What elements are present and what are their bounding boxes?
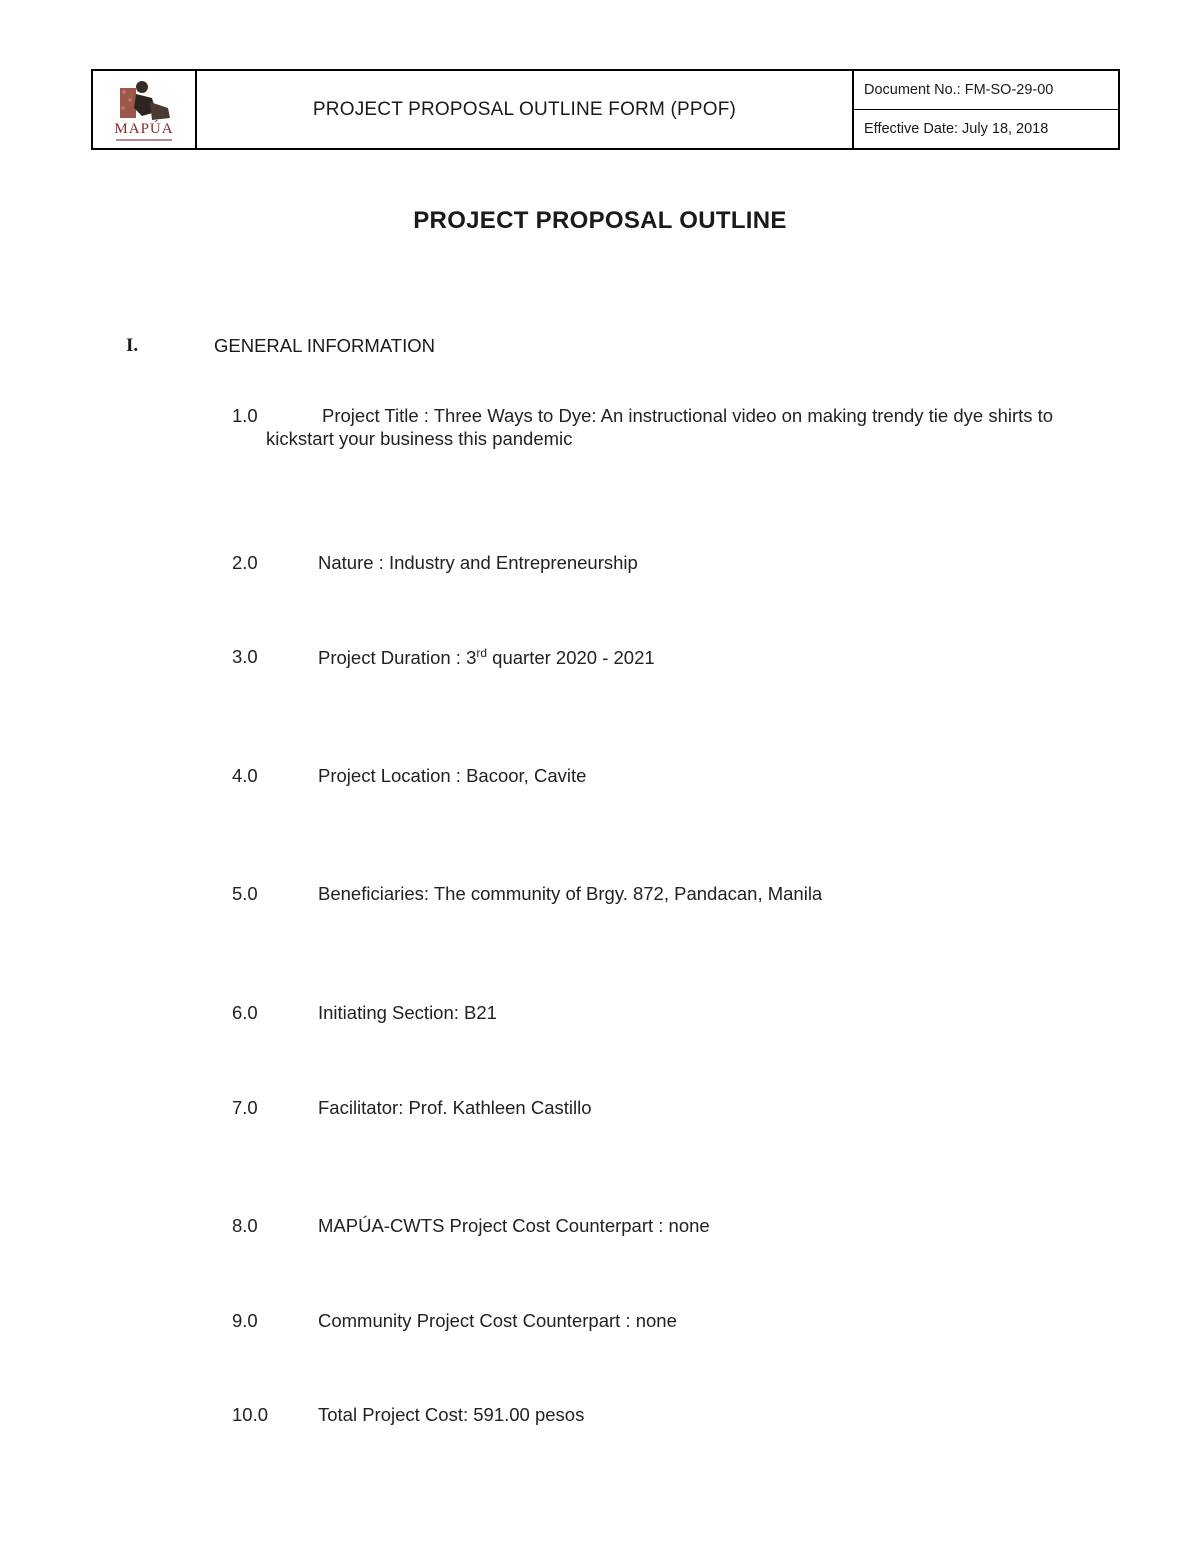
item-number: 4.0 [232,765,258,786]
logo-cell [93,71,197,148]
item-text: Facilitator: Prof. Kathleen Castillo [318,1097,592,1118]
item-number: 10.0 [232,1404,269,1425]
item-text: Project Title : Three Ways to Dye: An instructional video on making trendy tie dye shirts to [322,405,1054,426]
item-number: 2.0 [232,552,258,573]
item-text: Initiating Section: B21 [318,1002,497,1023]
effective-date: Effective Date: July 18, 2018 [854,109,1118,148]
document-number: Document No.: FM-SO-29-00 [864,82,1054,98]
item-number: 9.0 [232,1310,258,1331]
item-number: 5.0 [232,883,258,904]
ordinal-suffix: rd [476,646,488,660]
item-text-part: Project Duration : 3 [318,647,477,669]
item-text: Project Location : Bacoor, Cavite [318,765,587,786]
item-number: 6.0 [232,1002,258,1023]
logo-wordmark: MAPÚA [114,121,174,137]
item-text: Total Project Cost: 591.00 pesos [318,1404,585,1425]
item-text [318,646,655,669]
logo-underline [116,139,172,141]
item-number: 7.0 [232,1097,258,1118]
item-text-part: quarter 2020 - 2021 [487,647,655,669]
item-text: MAPÚA-CWTS Project Cost Counterpart : none [318,1215,710,1236]
item-text: Nature : Industry and Entrepreneurship [318,552,638,573]
item-text-continuation: kickstart your business this pandemic [266,428,573,449]
item-number: 3.0 [232,646,258,667]
item-number: 1.0 [232,405,258,426]
form-header-table [91,69,1120,150]
form-title: PROJECT PROPOSAL OUTLINE FORM (PPOF) [197,71,854,148]
document-meta [854,71,1118,148]
section-number: I. [126,335,139,356]
section-label: GENERAL INFORMATION [214,335,435,356]
item-number: 8.0 [232,1215,258,1236]
page-title: PROJECT PROPOSAL OUTLINE [413,207,787,234]
mapua-logo-icon [112,78,176,124]
item-text: Community Project Cost Counterpart : none [318,1310,677,1331]
item-text: Beneficiaries: The community of Brgy. 872, Pandacan, Manila [318,883,823,904]
